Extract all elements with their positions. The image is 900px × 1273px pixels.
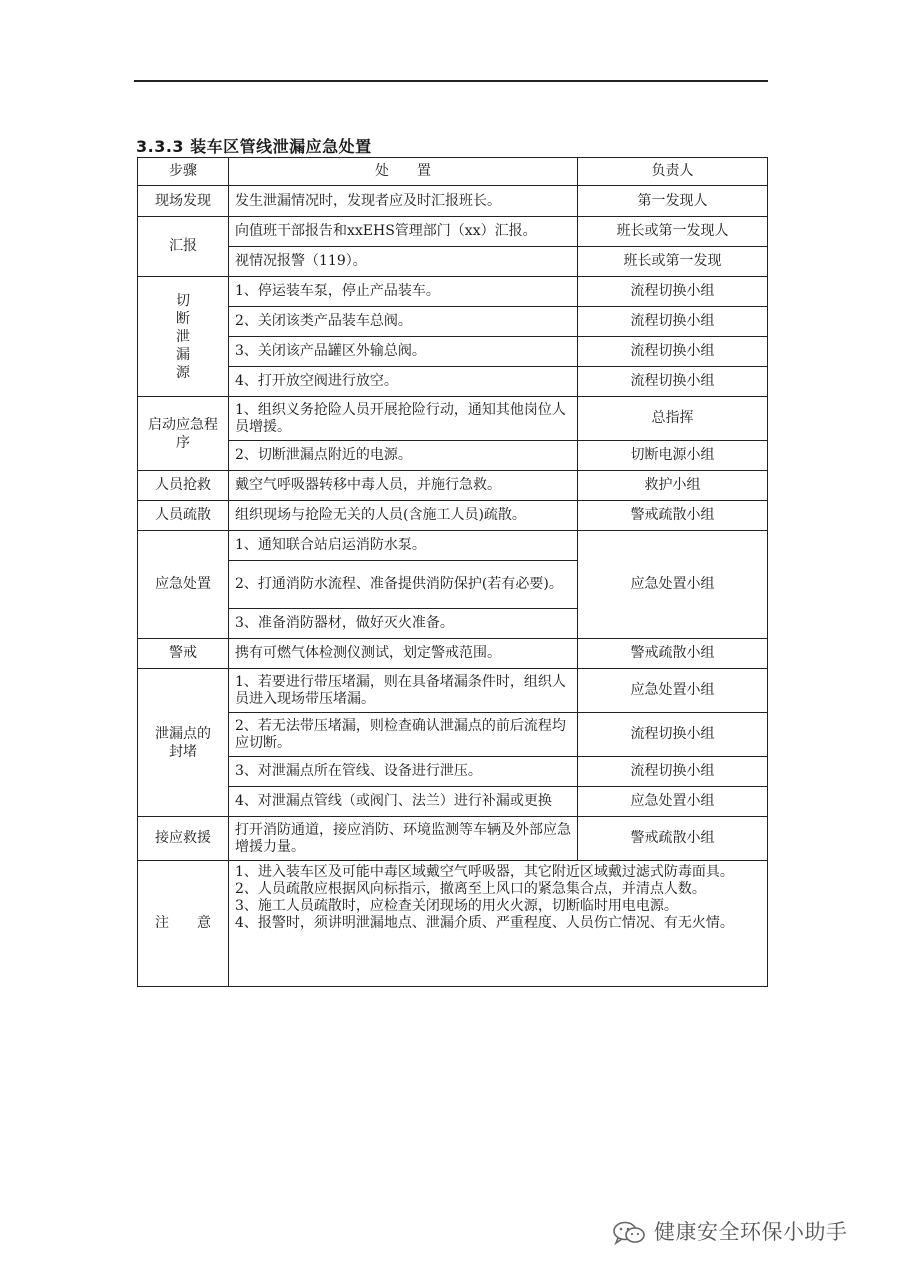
notes-cell [229, 861, 768, 987]
action-cell: 3、关闭该产品罐区外输总阀。 [229, 337, 578, 367]
action-cell: 3、对泄漏点所在管线、设备进行泄压。 [229, 757, 578, 787]
table-row [138, 397, 768, 441]
action-cell: 1、停运装车泵，停止产品装车。 [229, 277, 578, 307]
action-cell: 组织现场与抢险无关的人员(含施工人员)疏散。 [229, 501, 578, 531]
responsible-cell: 班长或第一发现 [578, 247, 768, 277]
table-row [138, 817, 768, 861]
action-cell: 1、通知联合站启运消防水泵。 [229, 531, 578, 561]
action-cell: 4、打开放空阀进行放空。 [229, 367, 578, 397]
table-row [138, 471, 768, 501]
table-header-row [138, 158, 768, 186]
step-cell [138, 277, 229, 397]
action-cell: 向值班干部报告和xxEHS管理部门（xx）汇报。 [229, 217, 578, 247]
step-label-wrapped: 启动应急程序 [148, 416, 218, 451]
responsible-cell: 流程切换小组 [578, 757, 768, 787]
table-row [138, 531, 768, 561]
responsible-cell: 应急处置小组 [578, 531, 768, 639]
note-item: 4、报警时，须讲明泄漏地点、泄漏介质、严重程度、人员伤亡情况、有无火情。 [235, 915, 734, 931]
action-cell: 打开消防通道，接应消防、环境监测等车辆及外部应急增援力量。 [229, 817, 578, 861]
wechat-icon [612, 1220, 646, 1246]
action-cell: 发生泄漏情况时，发现者应及时汇报班长。 [229, 186, 578, 217]
table-row [138, 367, 768, 397]
action-cell: 3、准备消防器材，做好灭火准备。 [229, 609, 578, 639]
step-cell: 汇报 [138, 217, 229, 277]
action-cell: 4、对泄漏点管线（或阀门、法兰）进行补漏或更换 [229, 787, 578, 817]
responsible-cell: 流程切换小组 [578, 277, 768, 307]
table-row [138, 217, 768, 247]
section-title: 3.3.3 装车区管线泄漏应急处置 [136, 137, 372, 156]
step-cell: 接应救援 [138, 817, 229, 861]
header-step: 步骤 [138, 158, 229, 186]
watermark-text: 健康安全环保小助手 [654, 1220, 848, 1244]
table-row [138, 186, 768, 217]
step-cell: 警戒 [138, 639, 229, 669]
note-item: 2、人员疏散应根据风向标指示，撤离至上风口的紧急集合点，并清点人数。 [235, 881, 706, 897]
table-row [138, 247, 768, 277]
note-item: 1、进入装车区及可能中毒区域戴空气呼吸器，其它附近区域戴过滤式防毒面具。 [235, 864, 734, 880]
action-cell: 2、若无法带压堵漏，则检查确认泄漏点的前后流程均应切断。 [229, 713, 578, 757]
step-cell: 注 意 [138, 861, 229, 987]
step-label-vertical: 切断泄漏源 [176, 292, 190, 381]
responsible-cell: 流程切换小组 [578, 307, 768, 337]
responsible-cell: 救护小组 [578, 471, 768, 501]
table-row [138, 713, 768, 757]
step-cell: 人员抢救 [138, 471, 229, 501]
step-cell [138, 397, 229, 471]
action-cell: 2、打通消防水流程、准备提供消防保护(若有必要)。 [229, 561, 578, 609]
table-row [138, 501, 768, 531]
table-row [138, 639, 768, 669]
header-action: 处 置 [229, 158, 578, 186]
action-cell: 1、组织义务抢险人员开展抢险行动，通知其他岗位人员增援。 [229, 397, 578, 441]
action-cell: 2、关闭该类产品装车总阀。 [229, 307, 578, 337]
responsible-cell: 流程切换小组 [578, 337, 768, 367]
table-row [138, 669, 768, 713]
step-cell: 人员疏散 [138, 501, 229, 531]
action-cell: 视情况报警（119）。 [229, 247, 578, 277]
table-row [138, 757, 768, 787]
action-cell: 1、若要进行带压堵漏，则在具备堵漏条件时，组织人员进入现场带压堵漏。 [229, 669, 578, 713]
step-label-wrapped: 泄漏点的封堵 [155, 725, 211, 760]
header-responsible: 负责人 [578, 158, 768, 186]
watermark [612, 1216, 848, 1246]
responsible-cell: 流程切换小组 [578, 713, 768, 757]
responsible-cell: 警戒疏散小组 [578, 639, 768, 669]
responsible-cell: 总指挥 [578, 397, 768, 441]
responsible-cell: 警戒疏散小组 [578, 501, 768, 531]
responsible-cell: 警戒疏散小组 [578, 817, 768, 861]
note-item: 3、施工人员疏散时，应检查关闭现场的用火火源，切断临时用电电源。 [235, 898, 678, 914]
table-row [138, 307, 768, 337]
table-row [138, 861, 768, 987]
action-cell: 2、切断泄漏点附近的电源。 [229, 441, 578, 471]
responsible-cell: 第一发现人 [578, 186, 768, 217]
action-cell: 戴空气呼吸器转移中毒人员，并施行急救。 [229, 471, 578, 501]
action-cell: 携有可燃气体检测仪测试，划定警戒范围。 [229, 639, 578, 669]
responsible-cell: 应急处置小组 [578, 669, 768, 713]
step-cell: 现场发现 [138, 186, 229, 217]
table-row [138, 441, 768, 471]
responsible-cell: 切断电源小组 [578, 441, 768, 471]
step-cell [138, 669, 229, 817]
step-cell: 应急处置 [138, 531, 229, 639]
responsible-cell: 班长或第一发现人 [578, 217, 768, 247]
table-row [138, 277, 768, 307]
responsible-cell: 流程切换小组 [578, 367, 768, 397]
table-row [138, 337, 768, 367]
header-rule [134, 80, 768, 82]
responsible-cell: 应急处置小组 [578, 787, 768, 817]
table-row [138, 787, 768, 817]
emergency-procedure-table [137, 157, 768, 987]
